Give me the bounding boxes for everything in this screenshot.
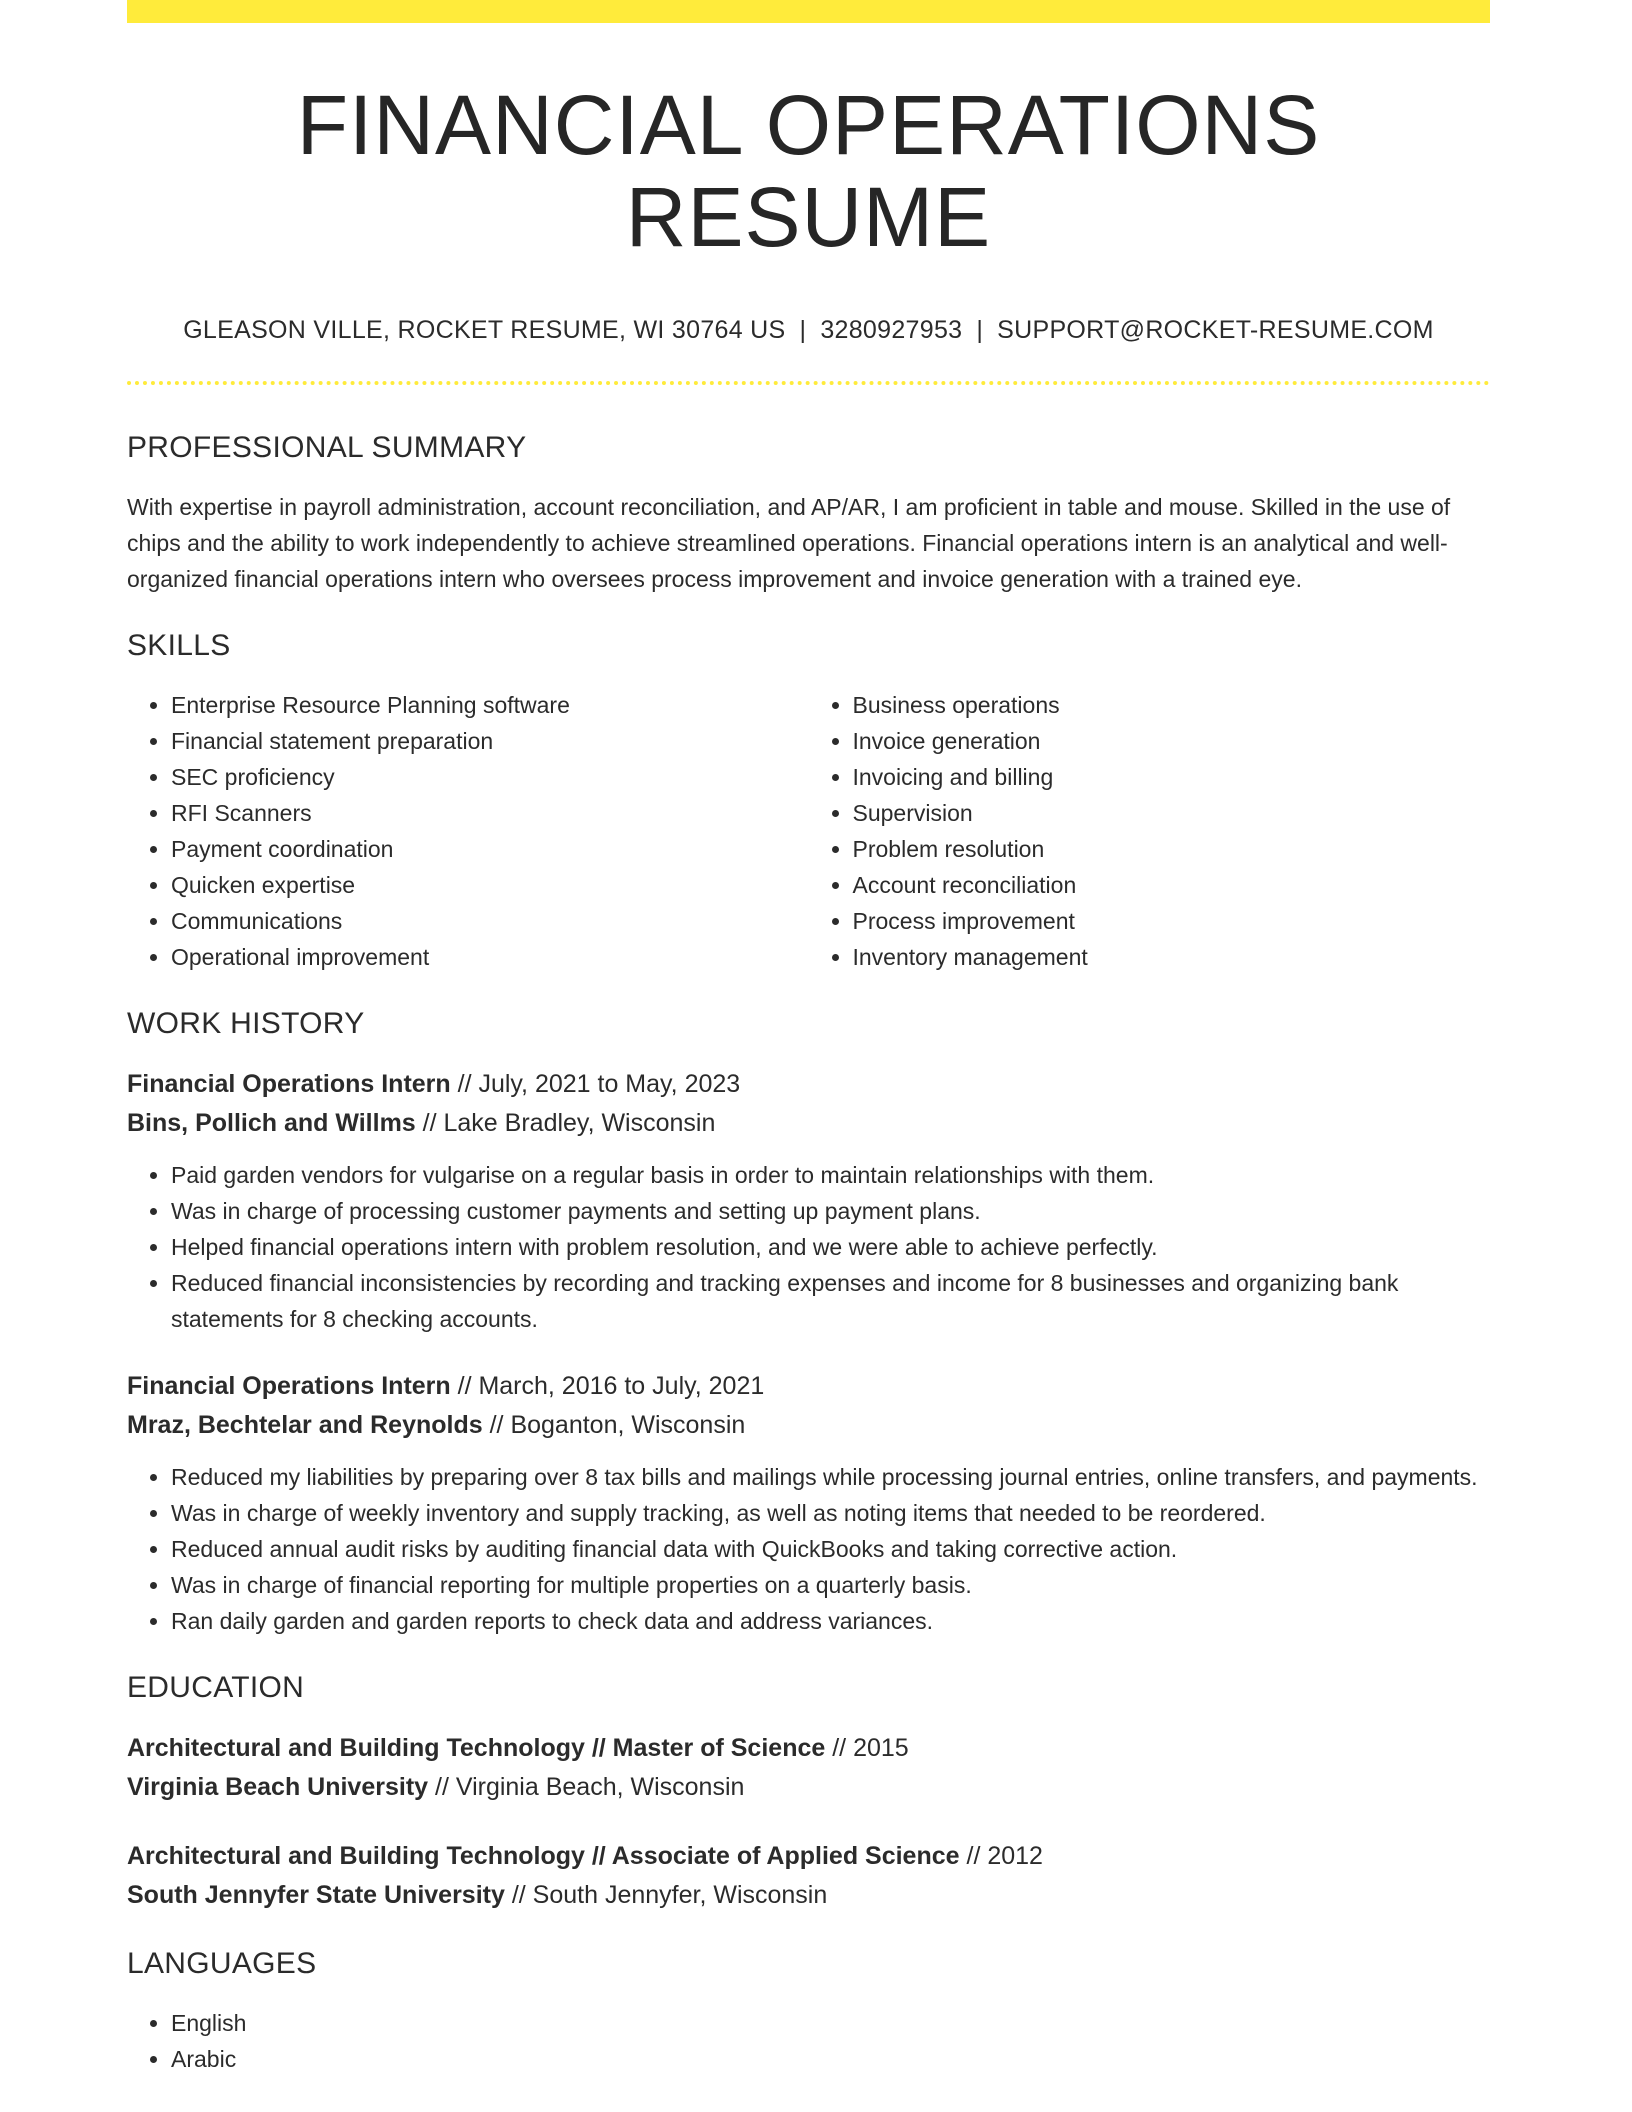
job-dates: // March, 2016 to July, 2021 xyxy=(450,1371,765,1400)
resume-title: FINANCIAL OPERATIONS RESUME xyxy=(296,78,1321,265)
skill-item: • SEC proficiency xyxy=(171,759,809,795)
skill-item: • Communications xyxy=(171,903,809,939)
job-entry xyxy=(127,1065,1490,1143)
skill-item: • Invoice generation xyxy=(853,723,1491,759)
contact-email: SUPPORT@ROCKET-RESUME.COM xyxy=(997,315,1434,344)
school-name: Virginia Beach University xyxy=(127,1772,429,1801)
job-duty: • Helped financial operations intern with problem resolution, and we were able to achieve perfectly. xyxy=(171,1229,1490,1265)
degree: Architectural and Building Technology // Associate of Applied Science xyxy=(127,1841,960,1870)
education-heading: EDUCATION xyxy=(127,1670,305,1704)
degree: Architectural and Building Technology // Master of Science xyxy=(127,1733,826,1762)
job-duty: • Was in charge of weekly inventory and supply tracking, as well as noting items that needed to be reordered. xyxy=(171,1495,1490,1531)
job-role-line xyxy=(127,1367,1490,1406)
skill-item: • Supervision xyxy=(853,795,1491,831)
summary-text: With expertise in payroll administration, account reconciliation, and AP/AR, I am proficient in table and mouse. Skilled in the use of chips and the ability to work independently to achieve streamlined operations. Financial operations intern is an analytical and well-organized financial operations intern who oversees process improvement and invoice generation with a trained eye. xyxy=(127,493,1451,592)
education-entry xyxy=(127,1729,1490,1807)
job-role: Financial Operations Intern xyxy=(127,1069,451,1098)
skills-grid xyxy=(127,687,1490,975)
school-location: // Virginia Beach, Wisconsin xyxy=(428,1772,745,1801)
school-line xyxy=(127,1768,1490,1807)
job-duty: • Ran daily garden and garden reports to check data and address variances. xyxy=(171,1603,1490,1639)
skill-item: • RFI Scanners xyxy=(171,795,809,831)
language-item: • Arabic xyxy=(171,2041,1490,2077)
contact-line xyxy=(127,316,1490,345)
contact-address: GLEASON VILLE, ROCKET RESUME, WI 30764 US xyxy=(183,315,786,344)
languages-list xyxy=(127,2005,1490,2077)
job-entry xyxy=(127,1367,1490,1445)
summary-heading: PROFESSIONAL SUMMARY xyxy=(127,430,527,464)
job-company-line xyxy=(127,1406,1490,1445)
skill-item: • Process improvement xyxy=(853,903,1491,939)
skill-item: • Account reconciliation xyxy=(853,867,1491,903)
skills-left-list xyxy=(127,687,809,975)
job-duty: • Was in charge of processing customer payments and setting up payment plans. xyxy=(171,1193,1490,1229)
job-dates: // July, 2021 to May, 2023 xyxy=(450,1069,741,1098)
skill-item: • Business operations xyxy=(853,687,1491,723)
language-item: • English xyxy=(171,2005,1490,2041)
skill-item: • Inventory management xyxy=(853,939,1491,975)
skill-item: • Invoicing and billing xyxy=(853,759,1491,795)
job-location: // Boganton, Wisconsin xyxy=(482,1410,746,1439)
work-history-heading: WORK HISTORY xyxy=(127,1006,365,1040)
skill-item: • Financial statement preparation xyxy=(171,723,809,759)
graduation-year: // 2012 xyxy=(959,1841,1043,1870)
skill-item: • Enterprise Resource Planning software xyxy=(171,687,809,723)
job-duties-list xyxy=(127,1157,1490,1337)
contact-separator: | xyxy=(799,315,807,344)
job-role: Financial Operations Intern xyxy=(127,1371,451,1400)
job-role-line xyxy=(127,1065,1490,1104)
school-location: // South Jennyfer, Wisconsin xyxy=(504,1880,828,1909)
skill-item: • Problem resolution xyxy=(853,831,1491,867)
contact-separator: | xyxy=(976,315,984,344)
skills-right-list xyxy=(809,687,1491,975)
job-duty: • Was in charge of financial reporting for multiple properties on a quarterly basis. xyxy=(171,1567,1490,1603)
languages-heading: LANGUAGES xyxy=(127,1946,317,1980)
degree-line xyxy=(127,1729,1490,1768)
school-line xyxy=(127,1876,1490,1915)
contact-phone: 3280927953 xyxy=(820,315,963,344)
skill-item: • Quicken expertise xyxy=(171,867,809,903)
skill-item: • Operational improvement xyxy=(171,939,809,975)
education-entry xyxy=(127,1837,1490,1915)
job-duty: • Reduced annual audit risks by auditing financial data with QuickBooks and taking corrective action. xyxy=(171,1531,1490,1567)
job-company-line xyxy=(127,1104,1490,1143)
degree-line xyxy=(127,1837,1490,1876)
job-company: Mraz, Bechtelar and Reynolds xyxy=(127,1410,483,1439)
job-duty: • Paid garden vendors for vulgarise on a regular basis in order to maintain relationships with them. xyxy=(171,1157,1490,1193)
job-duties-list xyxy=(127,1459,1490,1639)
resume-page xyxy=(127,0,1490,2077)
skills-heading: SKILLS xyxy=(127,628,231,662)
top-accent-bar xyxy=(127,0,1490,23)
job-duty: • Reduced financial inconsistencies by recording and tracking expenses and income for 8 businesses and organizing bank statements for 8 checking accounts. xyxy=(171,1265,1490,1337)
skill-item: • Payment coordination xyxy=(171,831,809,867)
job-duty: • Reduced my liabilities by preparing over 8 tax bills and mailings while processing journal entries, online transfers, and payments. xyxy=(171,1459,1490,1495)
school-name: South Jennyfer State University xyxy=(127,1880,505,1909)
job-company: Bins, Pollich and Willms xyxy=(127,1108,416,1137)
job-location: // Lake Bradley, Wisconsin xyxy=(415,1108,716,1137)
graduation-year: // 2015 xyxy=(825,1733,909,1762)
dotted-divider xyxy=(127,381,1490,385)
